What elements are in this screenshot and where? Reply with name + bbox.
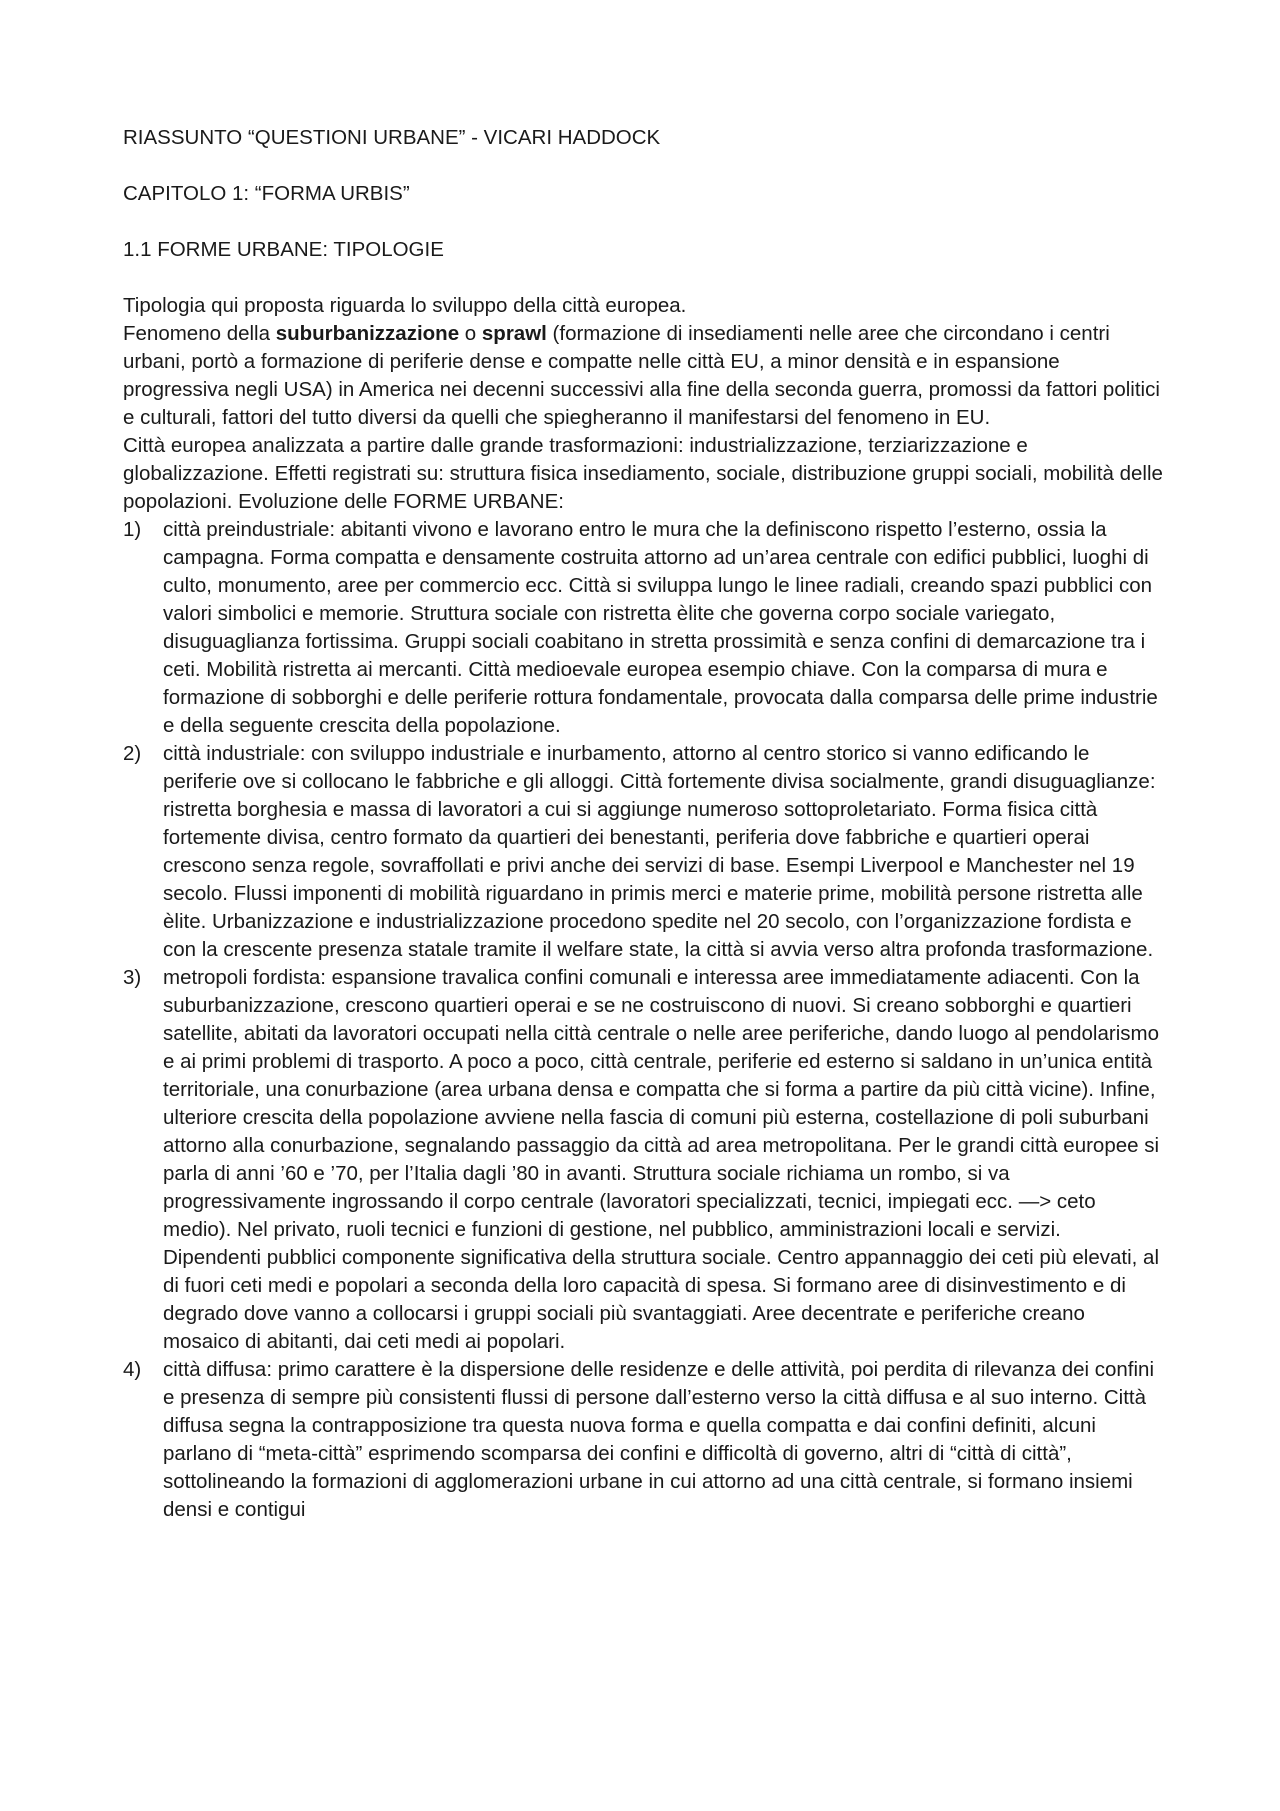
section-heading: 1.1 FORME URBANE: TIPOLOGIE — [123, 238, 444, 261]
list-item-number: 3) — [123, 966, 142, 989]
list-item-text: metropoli fordista: espansione travalica confini comunali e interessa aree immediatamente adiacenti. Con la suburbanizzazione, crescono quartieri operai e se ne costruiscono di nuovi. Si creano sobborghi e quartieri satellite, abitati da lavoratori occupati nella città centrale o nelle aree periferiche, dando luogo al pendolarismo e ai primi problemi di trasporto. A poco a poco, città centrale, periferie ed esterno si saldano in un’unica entità territoriale, una conurbazione (area urbana densa e compatta che si forma a partire da più città vicine). Infine, ulteriore crescita della popolazione avviene nella fascia di comuni più esterna, costellazione di poli suburbani attorno alla conurbazione, segnalando passaggio da città ad area metropolitana. Per le grandi città europee si parla di anni ’60 e ’70, per l’Italia dagli ’80 in avanti. Struttura sociale richiama un rombo, si va progressivamente ingrossando il corpo centrale (lavoratori specializzati, tecnici, impiegati ecc. —> ceto medio). Nel privato, ruoli tecnici e funzioni di gestione, nel pubblico, amministrazioni locali e servizi. Dipendenti pubblici componente significativa della struttura sociale. Centro appannaggio dei ceti più elevati, al di fuori ceti medi e popolari a seconda della loro capacità di spesa. Si formano aree di disinvestimento e di degrado dove vanno a collocarsi i gruppi sociali più svantaggiati. Aree decentrate e periferiche creano mosaico di abitanti, dai ceti medi ai popolari. — [163, 966, 1160, 1353]
term-sprawl: sprawl — [481, 322, 547, 345]
intro-paragraph-2 — [123, 320, 1163, 432]
intro-paragraph-3: Città europea analizzata a partire dalle grande trasformazioni: industrializzazione, terziarizzazione e globalizzazione. Effetti registrati su: struttura fisica insediamento, sociale, distribuzione gruppi sociali, mobilità delle popolazioni. Evoluzione delle FORME URBANE: — [123, 434, 1163, 513]
intro-text-pre: Fenomeno della — [123, 322, 276, 345]
list-item — [123, 1356, 1163, 1524]
list-item — [123, 964, 1163, 1356]
document-title: RIASSUNTO “QUESTIONI URBANE” - VICARI HADDOCK — [123, 126, 661, 149]
list-item-text: città industriale: con sviluppo industriale e inurbamento, attorno al centro storico si vanno edificando le periferie ove si collocano le fabbriche e gli alloggi. Città fortemente divisa socialmente, grandi disuguaglianze: ristretta borghesia e massa di lavoratori a cui si aggiunge numeroso sottoproletariato. Forma fisica città fortemente divisa, centro formato da quartieri dei benestanti, periferia dove fabbriche e quartieri operai crescono senza regole, sovraffollati e privi anche dei servizi di base. Esempi Liverpool e Manchester nel 19 secolo. Flussi imponenti di mobilità riguardano in primis merci e materie prime, mobilità persone ristretta alle èlite. Urbanizzazione e industrializzazione procedono spedite nel 20 secolo, con l’organizzazione fordista e con la crescente presenza statale tramite il welfare state, la città si avvia verso altra profonda trasformazione. — [163, 742, 1156, 961]
list-item — [123, 740, 1163, 964]
list-item-text: città diffusa: primo carattere è la dispersione delle residenze e delle attività, poi perdita di rilevanza dei confini e presenza di sempre più consistenti flussi di persone dall’esterno verso la città diffusa e al suo interno. Città diffusa segna la contrapposizione tra questa nuova forma e quella compatta e dai confini definiti, alcuni parlano di “meta-città” esprimendo scomparsa dei confini e difficoltà di governo, altri di “città di città”, sottolineando la formazioni di agglomerazioni urbane in cui attorno ad una città centrale, si formano insiemi densi e contigui — [163, 1358, 1155, 1521]
list-item — [123, 516, 1163, 740]
chapter-heading: CAPITOLO 1: “FORMA URBIS” — [123, 182, 410, 205]
list-item-number: 1) — [123, 518, 142, 541]
intro-paragraph-1: Tipologia qui proposta riguarda lo sviluppo della città europea. — [123, 294, 687, 317]
intro-text-mid: o — [459, 322, 482, 345]
list-item-number: 2) — [123, 742, 142, 765]
list-item-number: 4) — [123, 1358, 142, 1381]
list-item-text: città preindustriale: abitanti vivono e lavorano entro le mura che la definiscono rispetto l’esterno, ossia la campagna. Forma compatta e densamente costruita attorno ad un’area centrale con edifici pubblici, luoghi di culto, monumento, aree per commercio ecc. Città si sviluppa lungo le linee radiali, creando spazi pubblici con valori simbolici e memorie. Struttura sociale con ristretta èlite che governa corpo sociale variegato, disuguaglianza fortissima. Gruppi sociali coabitano in stretta prossimità e senza confini di demarcazione tra i ceti. Mobilità ristretta ai mercanti. Città medioevale europea esempio chiave. Con la comparsa di mura e formazione di sobborghi e delle periferie rottura fondamentale, provocata dalla comparsa delle prime industrie e della seguente crescita della popolazione. — [163, 518, 1158, 737]
urban-forms-list — [123, 516, 1163, 1524]
document-body — [123, 124, 1163, 1524]
intro-text-post: (formazione di insediamenti nelle aree che circondano i centri urbani, portò a formazione di periferie dense e compatte nelle città EU, a minor densità e in espansione progressiva negli USA) in America nei decenni successivi alla fine della seconda guerra, promossi da fattori politici e culturali, fattori del tutto diversi da quelli che spiegheranno il manifestarsi del fenomeno in EU. — [123, 322, 1160, 429]
term-suburbanizzazione: suburbanizzazione — [275, 322, 460, 345]
